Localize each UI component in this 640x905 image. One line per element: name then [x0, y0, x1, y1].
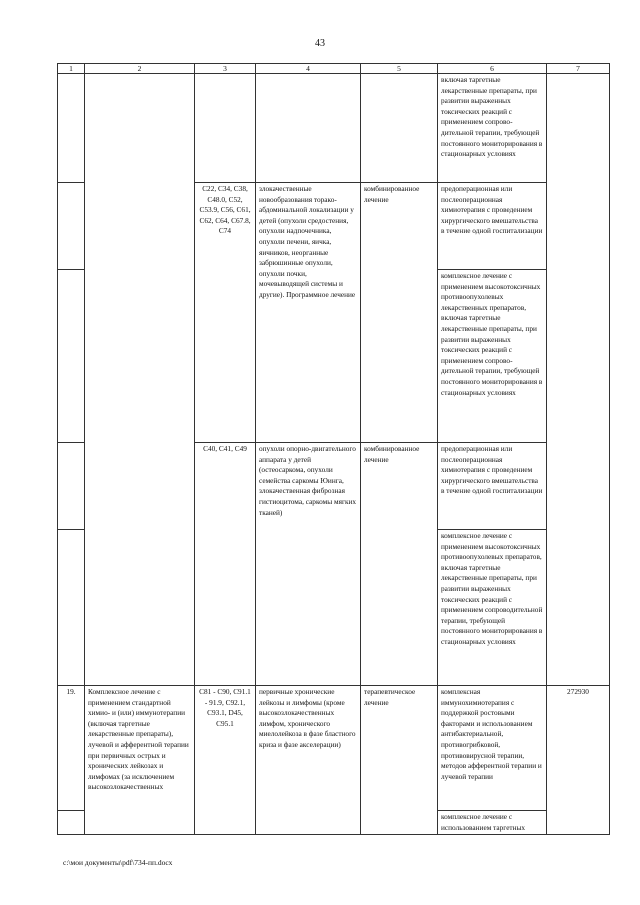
cell-codes: [195, 74, 256, 183]
header-cell: 1: [58, 64, 85, 74]
cell-number: [58, 74, 85, 183]
cell-codes: C40, C41, C49: [195, 443, 256, 686]
table-row: [58, 74, 610, 183]
cell-diagnosis: злокачественные новообразования торако-абдоминальной локализации у детей (опухоли средостения, опухоли надпочечника, опухоли печени, яичка, яичников, неорганные забрюшинные опухоли, опухоли почки, мочевыводящей системы и другие). Программное лечение: [256, 183, 361, 443]
cell-number: [58, 183, 85, 270]
treatment-table: [57, 63, 610, 835]
cell-method: предоперационная или послеоперационная химиотерапия с проведением хирургического вмешательства в течение одной госпитализации: [438, 443, 547, 530]
cell-codes: C81 - C90, C91.1 - 91.9, C92.1, C93.1, D45, C95.1: [195, 686, 256, 835]
cell-cost: 272930: [547, 686, 610, 835]
header-cell: 3: [195, 64, 256, 74]
table-header-row: [58, 64, 610, 74]
cell-method: включая таргетные лекарственные препараты, при развитии выраженных токсических реакций с применением сопрово-дительной терапии, требующей постоянного мониторирования в стационарных условиях: [438, 74, 547, 183]
page-number: 43: [315, 38, 325, 49]
cell-profile: [85, 74, 195, 686]
cell-method: предоперационная или послеоперационная химиотерапия с проведением хирургического вмешательства в течение одной госпитализации: [438, 183, 547, 270]
cell-treatment-type: терапевтическое лечение: [361, 686, 438, 835]
cell-method: комплексное лечение с использованием таргетных: [438, 811, 547, 835]
cell-treatment-type: комбинированное лечение: [361, 183, 438, 443]
cell-number: [58, 270, 85, 443]
cell-number: [58, 811, 85, 835]
cell-method: комплексная иммунохимиотерапия с поддержкой ростовыми факторами и использованием антибактериальной, противогрибковой, противовирусной терапии, методов афферентной терапии и лучевой терапии: [438, 686, 547, 811]
header-cell: 7: [547, 64, 610, 74]
header-cell: 5: [361, 64, 438, 74]
cell-diagnosis: первичные хронические лейкозы и лимфомы (кроме высокозлокачественных лимфом, хронического миелолейкоза в фазе бластного криза и фазе акселерации): [256, 686, 361, 835]
cell-method: комплексное лечение с применением высокотоксичных противоопухолевых препаратов, включая таргетные лекарственные препараты, при развитии выраженных токсических реакций с применением сопроводительной терапии, требующей постоянного мониторирования в стационарных условиях: [438, 530, 547, 686]
cell-number: [58, 530, 85, 686]
cell-cost: [547, 74, 610, 686]
cell-number: [58, 443, 85, 530]
cell-number: 19.: [58, 686, 85, 811]
cell-profile: Комплексное лечение с применением стандартной химио- и (или) иммунотерапии (включая таргетные лекарственные препараты), лучевой и афферентной терапии при первичных острых и хронических лейкозах и лимфомах (за исключением высокозлокачественных: [85, 686, 195, 835]
cell-treatment-type: комбинированное лечение: [361, 443, 438, 686]
cell-treatment-type: [361, 74, 438, 183]
cell-codes: C22, C34, C38, C48.0, C52, C53.9, C56, C61, C62, C64, C67.8, C74: [195, 183, 256, 443]
cell-method: комплексное лечение с применением высокотоксичных противоопухолевых лекарственных препаратов, включая таргетные лекарственные препараты, при развитии выраженных токсических реакций с применением сопрово-дительной терапии, требующей постоянного мониторирования в стационарных условиях: [438, 270, 547, 443]
header-cell: 2: [85, 64, 195, 74]
file-path-footer: c:\мои документы\pdf\734-пп.docx: [63, 858, 173, 867]
cell-diagnosis: опухоли опорно-двигательного аппарата у детей (остеосаркома, опухоли семейства саркомы Юинга, злокачественная фиброзная гистиоцитома, саркомы мягких тканей): [256, 443, 361, 686]
table-row: [58, 686, 610, 811]
cell-diagnosis: [256, 74, 361, 183]
header-cell: 6: [438, 64, 547, 74]
header-cell: 4: [256, 64, 361, 74]
